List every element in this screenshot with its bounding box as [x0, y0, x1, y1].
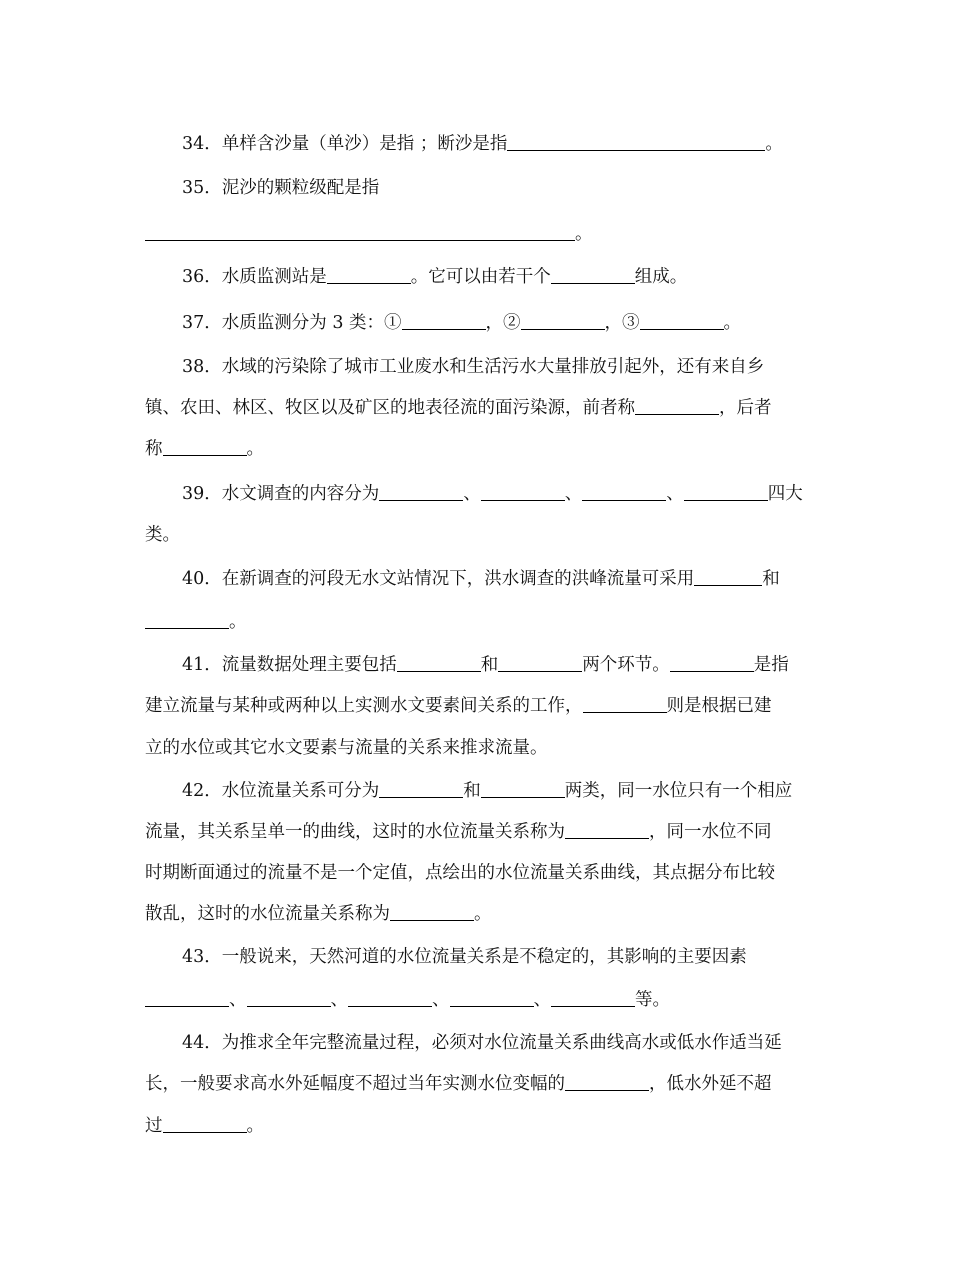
q41-text-b: 和 — [480, 655, 499, 675]
question-42-line-4 — [145, 902, 492, 926]
answer-blank[interactable] — [694, 567, 762, 586]
q44-line-3-a: 过 — [145, 1116, 163, 1136]
question-41-line-2 — [145, 694, 772, 718]
q43-line-1: 43．一般说来，天然河道的水位流量关系是不稳定的，其影响的主要因素 — [182, 947, 747, 967]
question-44-line-3 — [145, 1114, 264, 1138]
question-43 — [182, 945, 747, 969]
q36-text-b: 。它可以由若干个 — [410, 267, 551, 287]
answer-blank[interactable] — [145, 222, 575, 241]
answer-blank[interactable] — [348, 988, 432, 1007]
q42-line-2-a: 流量，其关系呈单一的曲线，这时的水位流量关系称为 — [145, 822, 565, 842]
q35-end: 。 — [575, 224, 593, 244]
q34-text: 34．单样含沙量（单沙）是指 ；断沙是指 — [182, 134, 508, 154]
q42-text-a: 42．水位流量关系可分为 — [182, 781, 380, 801]
q37-text-c: ，③ — [604, 313, 640, 333]
q36-text-c: 组成。 — [634, 267, 688, 287]
answer-blank[interactable] — [247, 988, 331, 1007]
q44-line-2-a: 长，一般要求高水外延幅度不超过当年实测水位变幅的 — [145, 1074, 565, 1094]
q42-line-3: 时期断面通过的流量不是一个定值，点绘出的水位流量关系曲线，其点据分布比较 — [145, 863, 775, 883]
answer-blank[interactable] — [684, 482, 768, 501]
question-42 — [182, 779, 792, 803]
q44-line-2-b: ，低水外延不超 — [649, 1074, 772, 1094]
answer-blank[interactable] — [640, 311, 724, 330]
q35-text: 35．泥沙的颗粒级配是指 — [182, 178, 380, 198]
question-38 — [182, 355, 764, 379]
q37-text-b: ，② — [485, 313, 521, 333]
question-36 — [182, 265, 687, 289]
q43-sep: 、 — [432, 990, 450, 1010]
question-42-line-3 — [145, 861, 775, 885]
q39-text-a: 39．水文调查的内容分为 — [182, 484, 380, 504]
question-34 — [182, 132, 783, 156]
q44-line-1: 44．为推求全年完整流量过程，必须对水位流量关系曲线高水或低水作适当延 — [182, 1033, 782, 1053]
q39-text-b: 四大 — [767, 484, 803, 504]
answer-blank[interactable] — [145, 610, 229, 629]
q38-text-b: ，后者 — [719, 398, 772, 418]
q43-sep: 、 — [229, 990, 247, 1010]
q37-text-a: 37．水质监测分为 3 类：① — [182, 313, 402, 333]
q39-line-2-text: 类。 — [145, 525, 180, 545]
q40-text-b: 和 — [762, 569, 780, 589]
q38-line-1: 38．水域的污染除了城市工业废水和生活污水大量排放引起外，还有来自乡 — [182, 357, 765, 377]
q42-text-c: 两类，同一水位只有一个相应 — [564, 781, 793, 801]
answer-blank[interactable] — [565, 820, 649, 839]
q38-end: 。 — [246, 439, 264, 459]
q42-end: 。 — [474, 904, 492, 924]
answer-blank[interactable] — [163, 437, 247, 456]
answer-blank[interactable] — [397, 653, 481, 672]
q38-text-a: 镇、农田、林区、牧区以及矿区的地表径流的面污染源，前者称 — [145, 398, 635, 418]
question-44-line-2 — [145, 1072, 772, 1096]
question-44 — [182, 1031, 782, 1055]
question-38-line-2 — [145, 396, 772, 420]
q44-end: 。 — [246, 1116, 264, 1136]
q41-text-d: 是指 — [753, 655, 789, 675]
q43-sep: 、 — [533, 990, 551, 1010]
q34-end: 。 — [765, 134, 783, 154]
question-43-line-2 — [145, 988, 670, 1012]
question-41 — [182, 653, 789, 677]
q40-end: 。 — [229, 612, 247, 632]
q42-line-2-b: ，同一水位不同 — [649, 822, 772, 842]
q36-text-a: 36．水质监测站是 — [182, 267, 327, 287]
q39-sep: 、 — [564, 484, 583, 504]
answer-blank[interactable] — [379, 482, 463, 501]
question-42-line-2 — [145, 820, 772, 844]
question-35 — [182, 176, 379, 200]
q41-line-3: 立的水位或其它水文要素与流量的关系来推求流量。 — [145, 738, 548, 758]
q39-sep: 、 — [666, 484, 684, 504]
answer-blank[interactable] — [481, 482, 565, 501]
q43-end: 等。 — [635, 990, 670, 1010]
q41-text-a: 41．流量数据处理主要包括 — [182, 655, 397, 675]
answer-blank[interactable] — [521, 311, 605, 330]
q42-line-4-a: 散乱，这时的水位流量关系称为 — [145, 904, 390, 924]
q41-text-c: 两个环节。 — [582, 655, 670, 675]
answer-blank[interactable] — [583, 694, 667, 713]
answer-blank[interactable] — [670, 653, 754, 672]
q43-sep: 、 — [330, 990, 348, 1010]
question-41-line-3 — [145, 736, 548, 760]
question-39 — [182, 482, 803, 506]
answer-blank[interactable] — [481, 779, 565, 798]
answer-blank[interactable] — [635, 396, 719, 415]
q37-end: 。 — [723, 313, 742, 333]
q41-line-2-b: 则是根据已建 — [666, 696, 772, 716]
answer-blank[interactable] — [450, 988, 534, 1007]
answer-blank[interactable] — [507, 132, 765, 151]
question-35-line-2 — [145, 222, 593, 246]
answer-blank[interactable] — [498, 653, 582, 672]
question-39-line-2 — [145, 523, 180, 547]
answer-blank[interactable] — [551, 265, 635, 284]
answer-blank[interactable] — [582, 482, 666, 501]
question-40 — [182, 567, 780, 591]
q39-sep: 、 — [463, 484, 481, 504]
q40-text-a: 40．在新调查的河段无水文站情况下，洪水调查的洪峰流量可采用 — [182, 569, 695, 589]
answer-blank[interactable] — [565, 1072, 649, 1091]
answer-blank[interactable] — [145, 988, 229, 1007]
q41-line-2-a: 建立流量与某种或两种以上实测水文要素间关系的工作， — [145, 696, 583, 716]
question-37 — [182, 311, 741, 335]
answer-blank[interactable] — [402, 311, 486, 330]
q42-text-b: 和 — [463, 781, 481, 801]
answer-blank[interactable] — [327, 265, 411, 284]
answer-blank[interactable] — [379, 779, 463, 798]
question-38-line-3 — [145, 437, 264, 461]
q38-text-c: 称 — [145, 439, 163, 459]
question-40-line-2 — [145, 610, 247, 634]
answer-blank[interactable] — [163, 1114, 247, 1133]
answer-blank[interactable] — [390, 902, 474, 921]
answer-blank[interactable] — [551, 988, 635, 1007]
